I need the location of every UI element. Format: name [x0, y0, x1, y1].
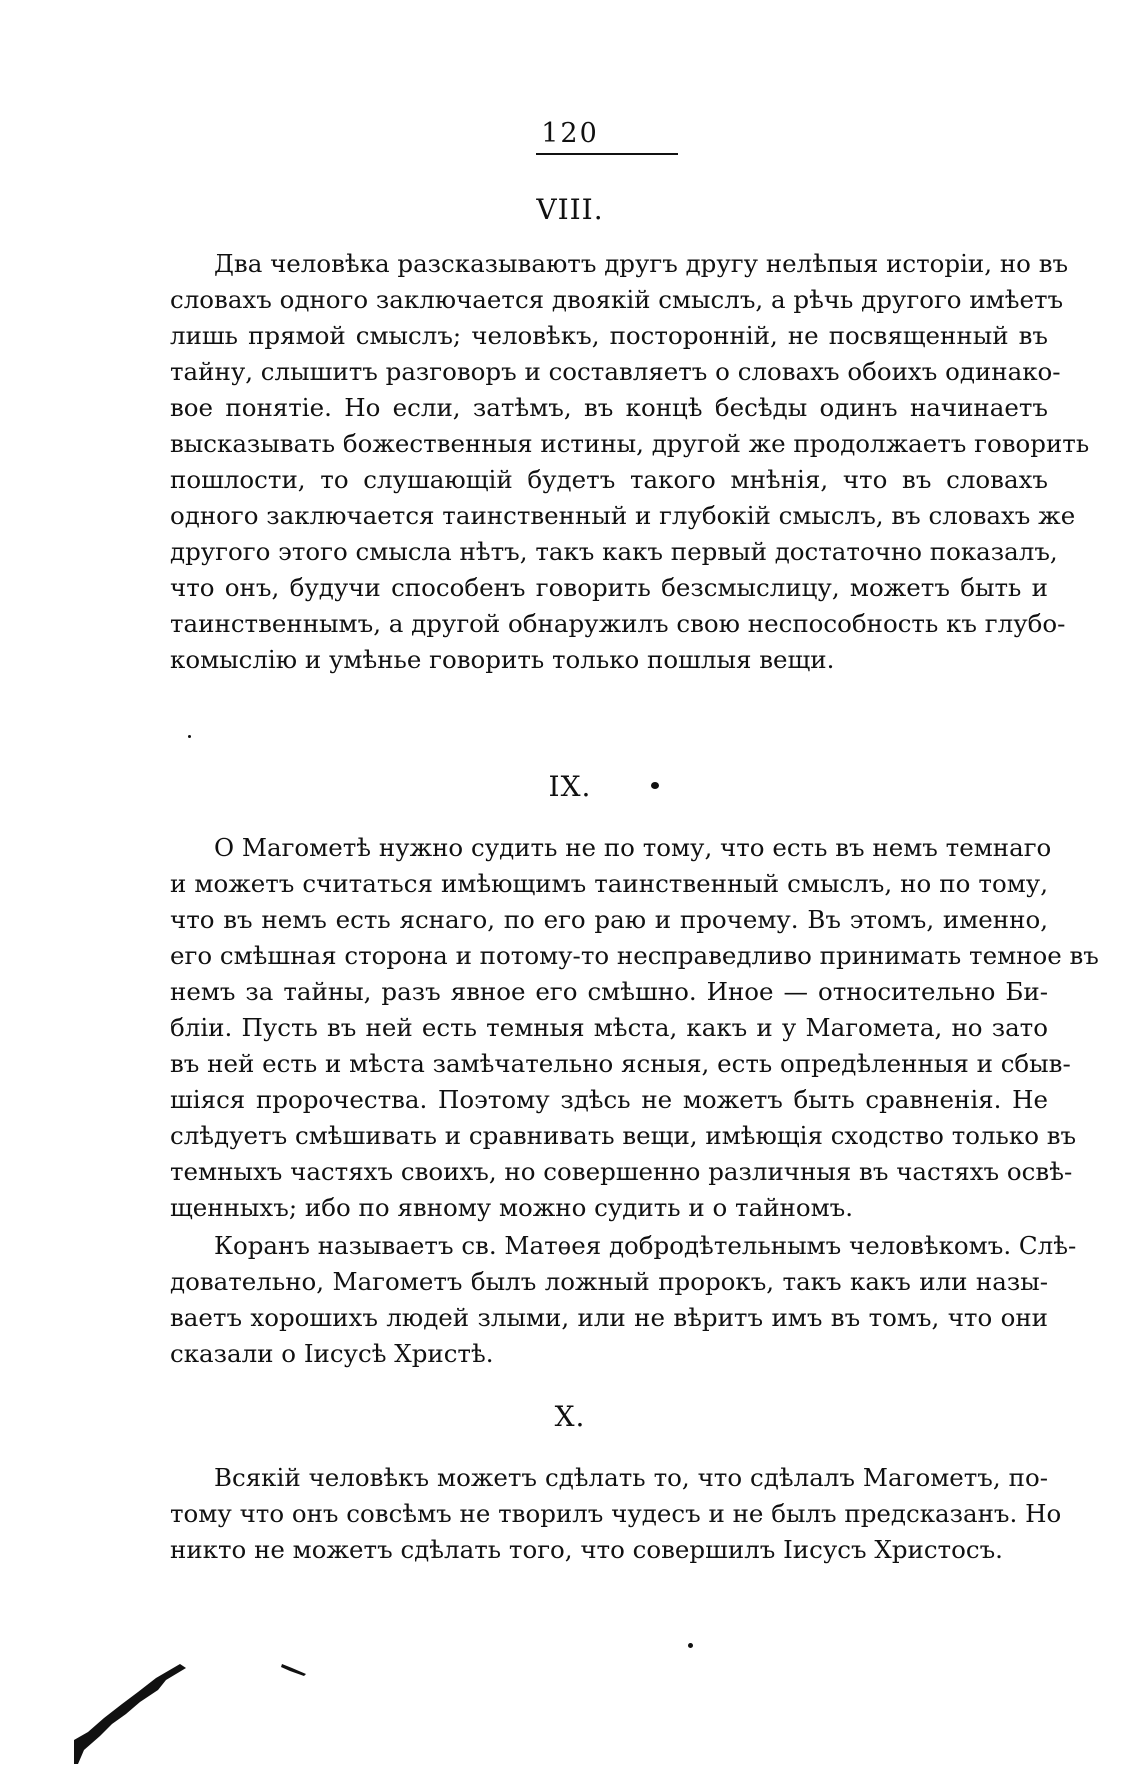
text-line: ваетъ хорошихъ людей злыми, или не вѣритъ имъ въ томъ, что они [170, 1303, 1048, 1332]
section-heading-x: X. [554, 1400, 586, 1433]
section-heading-viii: VIII. [536, 193, 604, 226]
ink-mark [280, 1660, 310, 1678]
ink-speck [651, 782, 659, 789]
text-line: пошлости, то слушающій будетъ такого мнѣнія, что въ словахъ [170, 465, 1048, 494]
text-line: что въ немъ есть яснаго, по его раю и прочему. Въ этомъ, именно, [170, 905, 1048, 934]
scan-smudge [70, 1660, 190, 1770]
text-line: и можетъ считаться имѣющимъ таинственный смыслъ, но по тому, [170, 869, 1048, 898]
text-line: никто не можетъ сдѣлать того, что совершилъ Іисусъ Христосъ. [170, 1535, 1003, 1564]
section-x-paragraph-1 [170, 1460, 1062, 1568]
text-line: таинственнымъ, а другой обнаружилъ свою неспособность къ глубо- [170, 609, 1066, 638]
text-line: вое понятіе. Но если, затѣмъ, въ концѣ бесѣды одинъ начинаетъ [170, 393, 1048, 422]
text-line: сказали о Іисусѣ Христѣ. [170, 1339, 494, 1368]
page-number: 120 [541, 118, 599, 149]
text-line: довательно, Магометъ былъ ложный пророкъ, такъ какъ или назы- [170, 1267, 1048, 1296]
section-ix-paragraph-1 [170, 830, 1099, 1226]
text-line: комыслію и умѣнье говорить только пошлыя вещи. [170, 645, 835, 674]
section-viii-paragraph-1 [170, 246, 1090, 678]
text-line: немъ за тайны, разъ явное его смѣшно. Иное — относительно Би- [170, 977, 1048, 1006]
text-line: въ ней есть и мѣста замѣчательно ясныя, есть опредѣленныя и сбыв- [170, 1049, 1071, 1078]
text-line: высказывать божественныя истины, другой же продолжаетъ говорить [170, 429, 1090, 458]
ink-speck [688, 1643, 693, 1648]
text-line: лишь прямой смыслъ; человѣкъ, посторонній, не посвященный въ [170, 321, 1048, 350]
text-line: шіяся пророчества. Поэтому здѣсь не можетъ быть сравненія. Не [170, 1085, 1048, 1114]
text-line: темныхъ частяхъ своихъ, но совершенно различныя въ частяхъ освѣ- [170, 1157, 1073, 1186]
section-heading-ix: IX. [548, 770, 592, 803]
text-line: что онъ, будучи способенъ говорить безсмыслицу, можетъ быть и [170, 573, 1048, 602]
text-line: бліи. Пусть въ ней есть темныя мѣста, какъ и у Магомета, но зато [170, 1013, 1048, 1042]
text-line: словахъ одного заключается двоякій смыслъ, а рѣчь другого имѣетъ [170, 285, 1064, 314]
text-line: одного заключается таинственный и глубокій смыслъ, въ словахъ же [170, 501, 1076, 530]
text-line: Всякій человѣкъ можетъ сдѣлать то, что сдѣлалъ Магометъ, по- [214, 1463, 1048, 1492]
text-line: тайну, слышитъ разговоръ и составляетъ о словахъ обоихъ одинако- [170, 357, 1061, 386]
text-line: Два человѣка разсказываютъ другъ другу нелѣпыя исторіи, но въ [214, 249, 1069, 278]
text-line: другого этого смысла нѣтъ, такъ какъ первый достаточно показалъ, [170, 537, 1058, 566]
text-line: слѣдуетъ смѣшивать и сравнивать вещи, имѣющія сходство только въ [170, 1121, 1077, 1150]
text-line: его смѣшная сторона и потому-то несправедливо принимать темное въ [170, 941, 1099, 970]
text-line: щенныхъ; ибо по явному можно судить и о тайномъ. [170, 1193, 854, 1222]
text-line: О Магометѣ нужно судить не по тому, что есть въ немъ темнаго [214, 833, 1052, 862]
ink-speck [188, 735, 191, 738]
section-ix-paragraph-2 [170, 1228, 1077, 1372]
text-line: Коранъ называетъ св. Матѳея добродѣтельнымъ человѣкомъ. Слѣ- [214, 1231, 1077, 1260]
page-number-rule [536, 153, 678, 155]
text-line: тому что онъ совсѣмъ не творилъ чудесъ и не былъ предсказанъ. Но [170, 1499, 1062, 1528]
